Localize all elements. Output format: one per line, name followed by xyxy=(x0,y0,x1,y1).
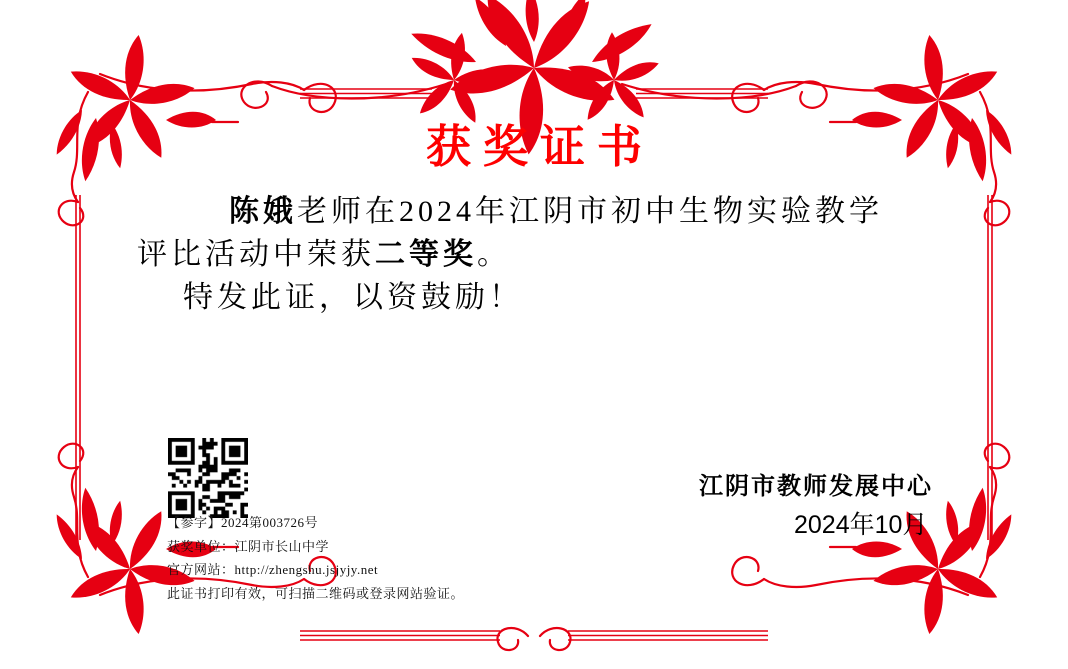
body-line-1-text: 老师在2024年江阴市初中生物实验教学 xyxy=(297,195,883,228)
certificate-meta xyxy=(167,511,464,605)
body-line-2-text: 评比活动中荣获 xyxy=(137,238,375,271)
serial-number: 【参字】2024第003726号 xyxy=(167,515,319,530)
body-line-2-end: 。 xyxy=(477,238,511,271)
body-line-1 xyxy=(137,190,937,233)
qr-code xyxy=(168,438,248,518)
verification-note: 此证书打印有效，可扫描二维码或登录网站验证。 xyxy=(167,585,465,601)
official-website: 官方网站：http://zhengshu.jsjyjy.net xyxy=(167,562,379,577)
bottom-center-scroll-ornament-icon xyxy=(498,628,571,650)
body-line-2 xyxy=(137,233,937,276)
issuer-name: 江阴市教师发展中心 xyxy=(699,474,933,500)
issue-date: 2024年10月 xyxy=(794,511,928,539)
certificate-body xyxy=(137,190,937,319)
awarding-unit: 获奖单位：江阴市长山中学 xyxy=(167,538,330,554)
award-level: 二等奖 xyxy=(375,238,477,271)
certificate-title: 获奖证书 xyxy=(425,122,654,172)
body-line-3: 特发此证，以资鼓励！ xyxy=(183,281,523,314)
recipient-name: 陈娥 xyxy=(229,195,297,228)
